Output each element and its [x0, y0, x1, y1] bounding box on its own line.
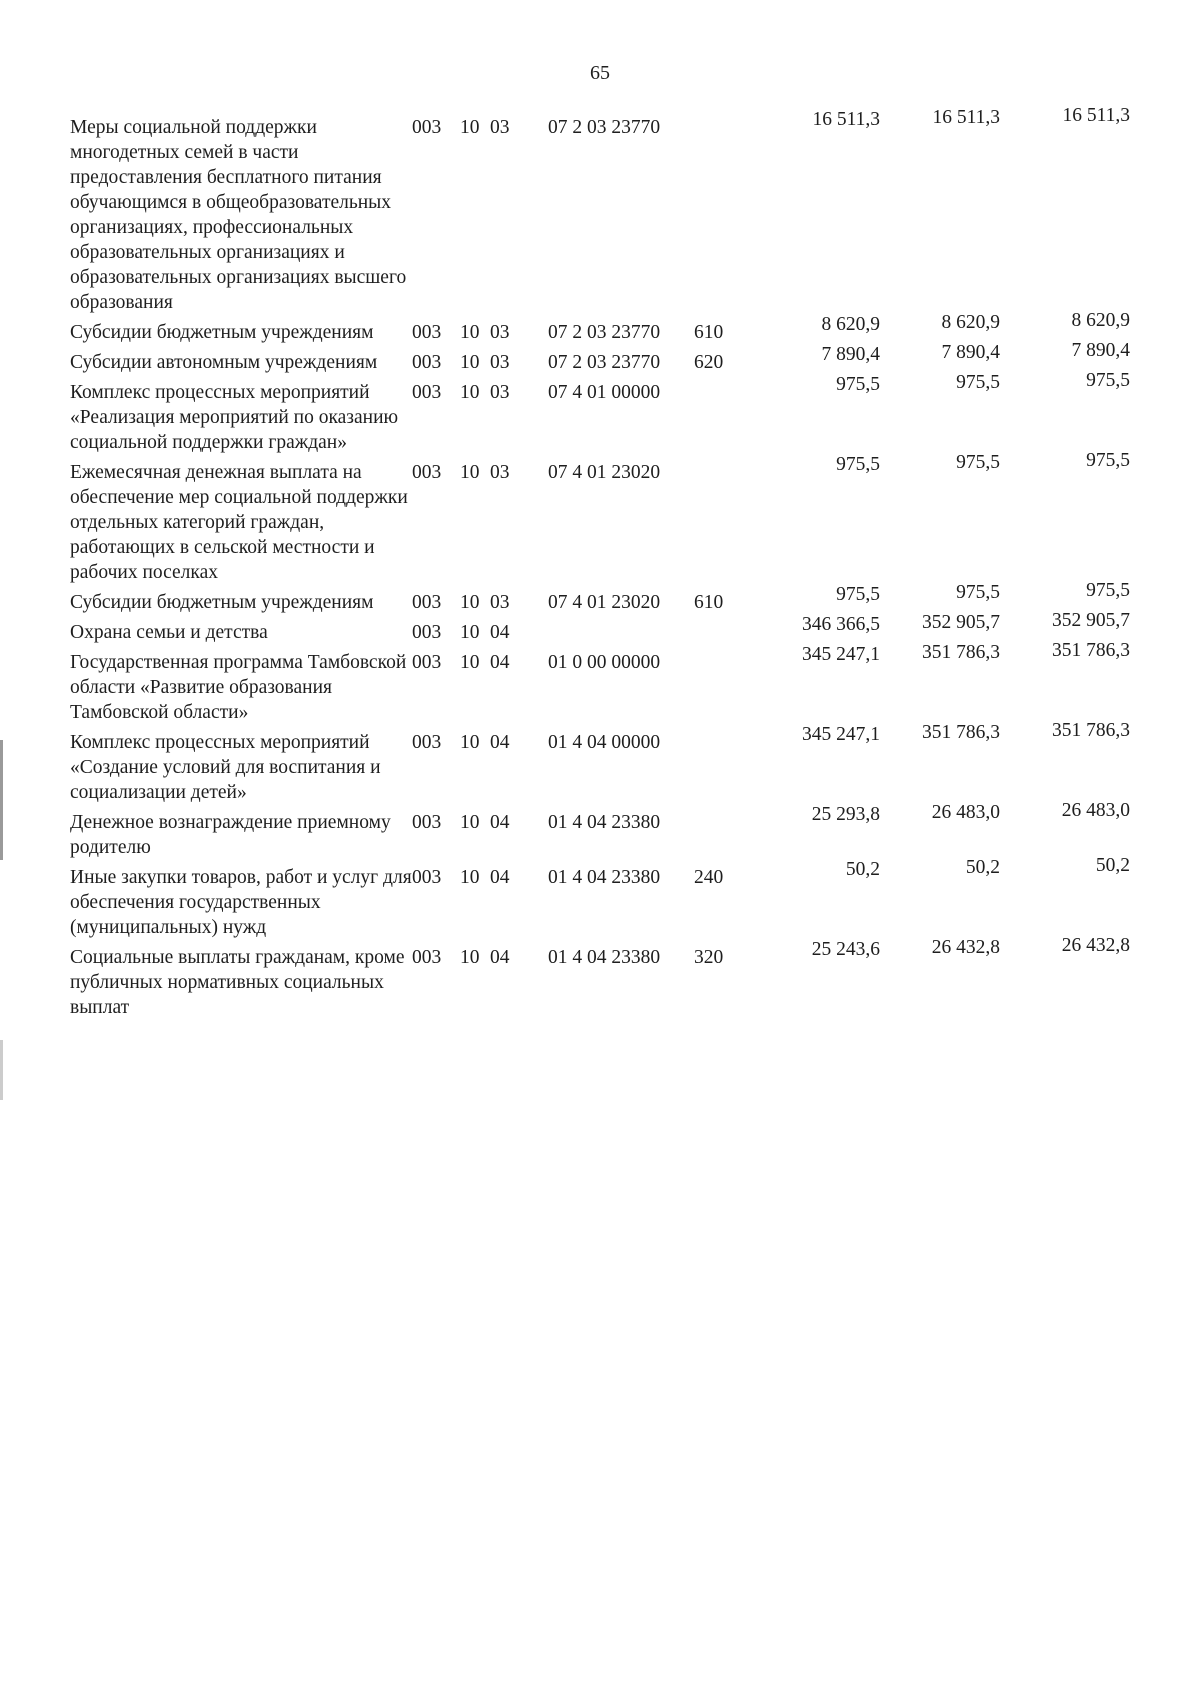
amount-year-3: 351 786,3	[1052, 720, 1130, 741]
amount-year-1: 25 243,6	[811, 939, 880, 960]
scan-edge-mark	[0, 740, 3, 860]
target-article-code: 07 4 01 00000	[548, 382, 661, 403]
amount-year-3: 7 890,4	[1071, 340, 1130, 361]
amount-year-3: 975,5	[1086, 450, 1130, 471]
row-name: Комплекс процессных мероприятий «Реализация мероприятий по оказанию социальной поддержки граждан»	[70, 382, 399, 453]
ministry-code: 003	[412, 382, 442, 403]
amount-year-2: 16 511,3	[932, 107, 1000, 128]
ministry-code: 003	[412, 947, 442, 968]
section-code: 10	[460, 462, 480, 483]
expense-type-code: 610	[694, 592, 724, 613]
amount-year-2: 352 905,7	[922, 612, 1000, 633]
target-article-code: 07 2 03 23770	[548, 352, 661, 373]
amount-year-2: 8 620,9	[941, 312, 1000, 333]
target-article-code: 07 2 03 23770	[548, 322, 661, 343]
ministry-code: 003	[412, 322, 442, 343]
ministry-code: 003	[412, 622, 442, 643]
amount-year-1: 7 890,4	[821, 344, 880, 365]
amount-year-1: 8 620,9	[821, 314, 880, 335]
subsection-code: 04	[490, 812, 510, 833]
table-row	[70, 580, 1170, 615]
ministry-code: 003	[412, 652, 442, 673]
subsection-code: 04	[490, 867, 510, 888]
subsection-code: 04	[490, 947, 510, 968]
table-row	[70, 800, 1170, 860]
amount-year-2: 26 432,8	[931, 937, 1000, 958]
amount-year-1: 975,5	[836, 374, 880, 395]
subsection-code: 04	[490, 622, 510, 643]
amount-year-2: 975,5	[956, 582, 1000, 603]
row-name: Охрана семьи и детства	[70, 622, 268, 643]
table-row	[70, 105, 1170, 315]
section-code: 10	[460, 382, 480, 403]
expense-type-code: 610	[694, 322, 724, 343]
table-row	[70, 610, 1170, 645]
subsection-code: 03	[490, 462, 510, 483]
subsection-code: 03	[490, 382, 510, 403]
amount-year-2: 7 890,4	[941, 342, 1000, 363]
amount-year-1: 50,2	[845, 859, 880, 880]
amount-year-3: 975,5	[1086, 580, 1130, 601]
section-code: 10	[460, 652, 480, 673]
section-code: 10	[460, 322, 480, 343]
amount-year-3: 352 905,7	[1052, 610, 1130, 631]
amount-year-2: 975,5	[956, 372, 1000, 393]
subsection-code: 03	[490, 352, 510, 373]
row-name: Иные закупки товаров, работ и услуг для обеспечения государственных (муниципальных) нужд	[70, 867, 412, 938]
expense-type-code: 320	[694, 947, 724, 968]
target-article-code: 01 4 04 23380	[548, 947, 661, 968]
row-name: Государственная программа Тамбовской области «Развитие образования Тамбовской области»	[70, 652, 407, 723]
row-name: Субсидии бюджетным учреждениям	[70, 592, 374, 613]
amount-year-2: 26 483,0	[931, 802, 1000, 823]
amount-year-3: 26 483,0	[1061, 800, 1130, 821]
ministry-code: 003	[412, 592, 442, 613]
target-article-code: 07 2 03 23770	[548, 117, 661, 138]
row-name: Субсидии автономным учреждениям	[70, 352, 378, 373]
table-row	[70, 370, 1170, 455]
row-name: Денежное вознаграждение приемному родителю	[70, 812, 391, 858]
target-article-code: 01 4 04 23380	[548, 867, 661, 888]
section-code: 10	[460, 352, 480, 373]
section-code: 10	[460, 622, 480, 643]
table-row	[70, 720, 1170, 805]
table-row	[70, 310, 1170, 345]
amount-year-1: 25 293,8	[811, 804, 880, 825]
amount-year-1: 345 247,1	[802, 724, 880, 745]
amount-year-2: 975,5	[956, 452, 1000, 473]
table-row	[70, 855, 1170, 940]
ministry-code: 003	[412, 812, 442, 833]
subsection-code: 03	[490, 592, 510, 613]
target-article-code: 01 4 04 00000	[548, 732, 661, 753]
amount-year-3: 50,2	[1095, 855, 1130, 876]
amount-year-3: 351 786,3	[1052, 640, 1130, 661]
scan-edge-mark	[0, 1040, 3, 1100]
row-name: Меры социальной поддержки многодетных семей в части предоставления бесплатного питания обучающимся в общеобразовательных организациях, профессиональных образовательных организациях и образовательных организациях высшего образования	[70, 117, 407, 313]
table-row	[70, 935, 1170, 1020]
row-name: Ежемесячная денежная выплата на обеспечение мер социальной поддержки отдельных категорий граждан, работающих в сельской местности и рабочих поселках	[70, 462, 408, 583]
amount-year-3: 26 432,8	[1061, 935, 1130, 956]
target-article-code: 01 4 04 23380	[548, 812, 661, 833]
section-code: 10	[460, 812, 480, 833]
subsection-code: 03	[490, 322, 510, 343]
expense-type-code: 240	[694, 867, 724, 888]
subsection-code: 03	[490, 117, 510, 138]
amount-year-2: 351 786,3	[922, 642, 1000, 663]
ministry-code: 003	[412, 462, 442, 483]
ministry-code: 003	[412, 867, 442, 888]
table-row	[70, 640, 1170, 725]
amount-year-2: 351 786,3	[922, 722, 1000, 743]
page-number: 65	[590, 62, 610, 84]
amount-year-3: 975,5	[1086, 370, 1130, 391]
section-code: 10	[460, 732, 480, 753]
ministry-code: 003	[412, 117, 442, 138]
amount-year-3: 16 511,3	[1062, 105, 1130, 126]
budget-table	[70, 105, 1170, 1025]
amount-year-2: 50,2	[965, 857, 1000, 878]
section-code: 10	[460, 867, 480, 888]
amount-year-1: 975,5	[836, 584, 880, 605]
ministry-code: 003	[412, 352, 442, 373]
table-row	[70, 450, 1170, 585]
amount-year-1: 16 511,3	[812, 109, 880, 130]
target-article-code: 07 4 01 23020	[548, 462, 661, 483]
target-article-code: 01 0 00 00000	[548, 652, 661, 673]
table-row	[70, 340, 1170, 375]
row-name: Социальные выплаты гражданам, кроме публичных нормативных социальных выплат	[70, 947, 405, 1018]
amount-year-3: 8 620,9	[1071, 310, 1130, 331]
section-code: 10	[460, 947, 480, 968]
section-code: 10	[460, 117, 480, 138]
target-article-code: 07 4 01 23020	[548, 592, 661, 613]
row-name: Субсидии бюджетным учреждениям	[70, 322, 374, 343]
subsection-code: 04	[490, 652, 510, 673]
subsection-code: 04	[490, 732, 510, 753]
ministry-code: 003	[412, 732, 442, 753]
row-name: Комплекс процессных мероприятий «Создание условий для воспитания и социализации детей»	[70, 732, 381, 803]
amount-year-1: 975,5	[836, 454, 880, 475]
section-code: 10	[460, 592, 480, 613]
expense-type-code: 620	[694, 352, 724, 373]
amount-year-1: 345 247,1	[802, 644, 880, 665]
amount-year-1: 346 366,5	[802, 614, 880, 635]
